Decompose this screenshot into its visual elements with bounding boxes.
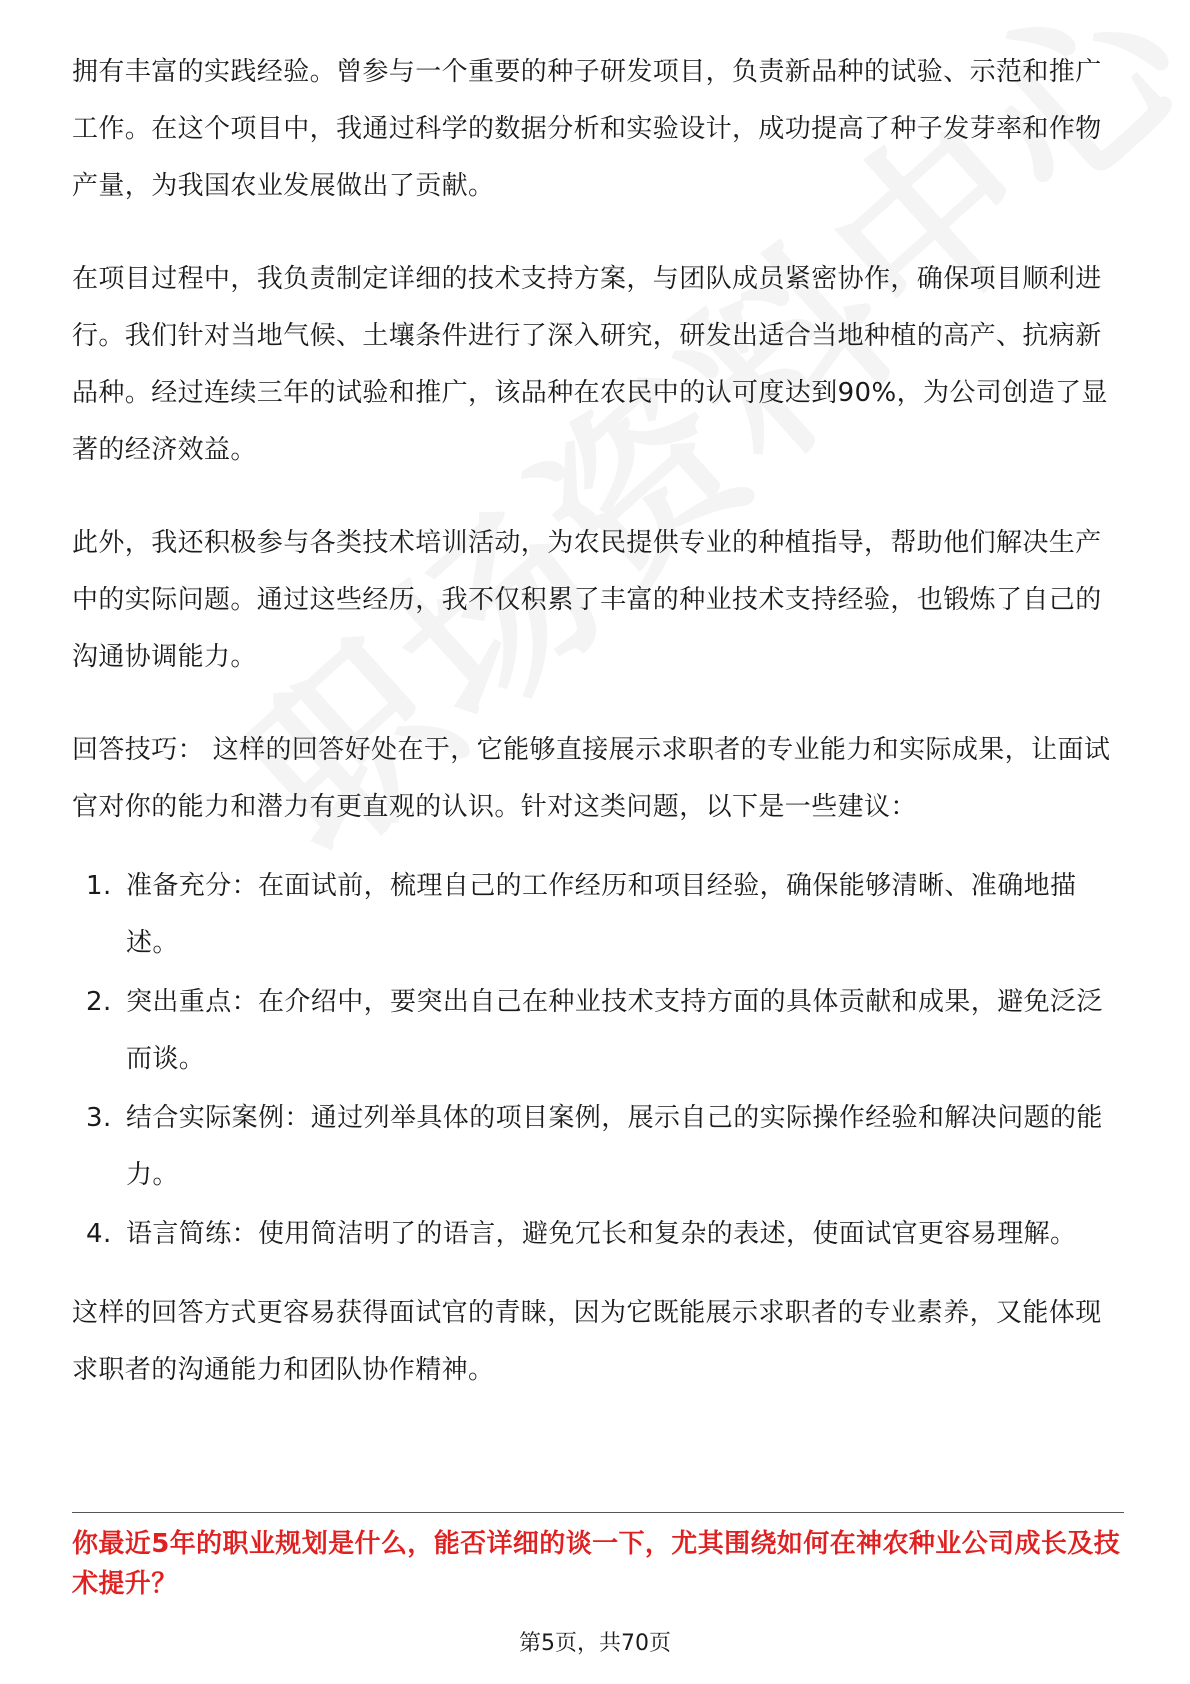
list-item	[72, 1206, 1122, 1263]
list-item-number: 1.	[86, 871, 112, 901]
paragraph-answer-tips: 回答技巧： 这样的回答好处在于，它能够直接展示求职者的专业能力和实际成果，让面试官对你的能力和潜力有更直观的认识。针对这类问题，以下是一些建议：	[72, 735, 1111, 822]
paragraph-experience: 拥有丰富的实践经验。曾参与一个重要的种子研发项目，负责新品种的试验、示范和推广工作。在这个项目中，我通过科学的数据分析和实验设计，成功提高了种子发芽率和作物产量，为我国农业发展做出了贡献。	[72, 57, 1102, 201]
list-item-text: 结合实际案例：通过列举具体的项目案例，展示自己的实际操作经验和解决问题的能力。	[126, 1103, 1103, 1190]
list-item-number: 3.	[86, 1103, 112, 1133]
list-item-text: 准备充分：在面试前，梳理自己的工作经历和项目经验，确保能够清晰、准确地描述。	[126, 871, 1077, 958]
list-item	[72, 858, 1122, 972]
paragraph-project-process: 在项目过程中，我负责制定详细的技术支持方案，与团队成员紧密协作，确保项目顺利进行。我们针对当地气候、土壤条件进行了深入研究，研发出适合当地种植的高产、抗病新品种。经过连续三年的试验和推广，该品种在农民中的认可度达到90%，为公司创造了显著的经济效益。	[72, 264, 1108, 465]
section-divider	[72, 1512, 1124, 1513]
next-question-heading: 你最近5年的职业规划是什么，能否详细的谈一下，尤其围绕如何在神农种业公司成长及技术提升？	[72, 1529, 1121, 1599]
paragraph-closing: 这样的回答方式更容易获得面试官的青睐，因为它既能展示求职者的专业素养，又能体现求职者的沟通能力和团队协作精神。	[72, 1298, 1102, 1385]
list-item-number: 2.	[86, 987, 112, 1017]
paragraph-training: 此外，我还积极参与各类技术培训活动，为农民提供专业的种植指导，帮助他们解决生产中的实际问题。通过这些经历，我不仅积累了丰富的种业技术支持经验，也锻炼了自己的沟通协调能力。	[72, 528, 1102, 672]
list-item-text: 突出重点：在介绍中，要突出自己在种业技术支持方面的具体贡献和成果，避免泛泛而谈。	[126, 987, 1103, 1074]
tips-list	[72, 858, 1122, 1263]
document-body	[72, 44, 1122, 1435]
list-item-text: 语言简练：使用简洁明了的语言，避免冗长和复杂的表述，使面试官更容易理解。	[126, 1219, 1077, 1249]
list-item-number: 4.	[86, 1219, 112, 1249]
list-item	[72, 1090, 1122, 1204]
list-item	[72, 974, 1122, 1088]
page-number: 第5页，共70页	[519, 1631, 671, 1656]
